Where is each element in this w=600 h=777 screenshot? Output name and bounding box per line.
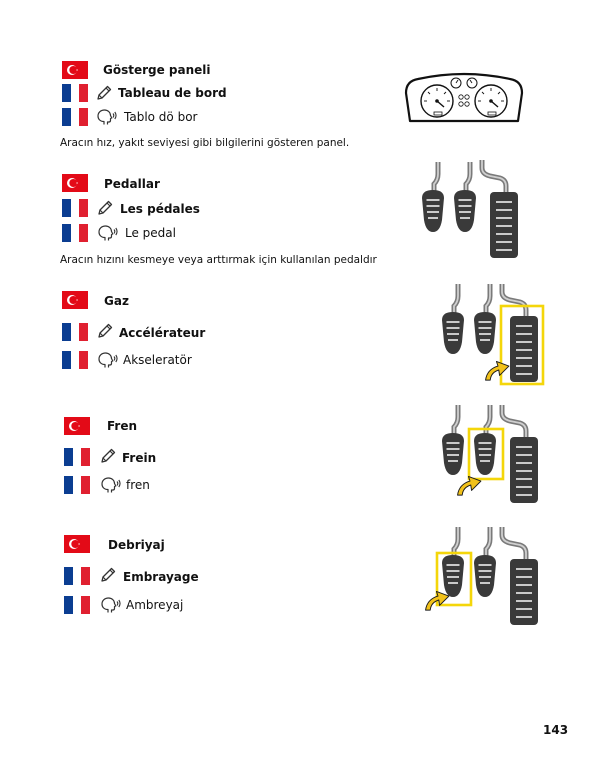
french-term: Frein (122, 451, 157, 465)
pencil-icon (96, 322, 114, 340)
turkish-term: Gösterge paneli (103, 63, 211, 77)
french-term: Tableau de bord (118, 86, 227, 100)
pronunciation: Le pedal (125, 226, 176, 240)
france-flag-icon (64, 476, 90, 494)
accelerator-illustration (438, 284, 548, 389)
pronunciation: Tablo dö bor (124, 110, 198, 124)
turkish-term: Debriyaj (108, 538, 165, 552)
pencil-icon (95, 84, 113, 102)
speaking-head-icon (99, 596, 121, 614)
clutch-illustration (436, 527, 548, 627)
france-flag-icon (62, 199, 88, 217)
france-flag-icon (64, 448, 90, 466)
speaking-head-icon (99, 476, 121, 494)
france-flag-icon (64, 567, 90, 585)
france-flag-icon (62, 108, 88, 126)
dashboard-illustration (404, 71, 524, 127)
brake-illustration (438, 405, 548, 505)
french-term: Accélérateur (119, 326, 206, 340)
page-number: 143 (543, 723, 569, 737)
french-term: Les pédales (120, 202, 200, 216)
definition: Aracın hız, yakıt seviyesi gibi bilgilerini gösteren panel. (60, 137, 350, 149)
pronunciation: Akseleratör (123, 353, 192, 367)
turkey-flag-icon (64, 417, 90, 435)
pronunciation: fren (126, 478, 150, 492)
france-flag-icon (62, 351, 88, 369)
france-flag-icon (62, 84, 88, 102)
pronunciation: Ambreyaj (126, 598, 184, 612)
turkey-flag-icon (62, 61, 88, 79)
speaking-head-icon (95, 108, 117, 126)
france-flag-icon (62, 224, 88, 242)
speaking-head-icon (96, 351, 118, 369)
pencil-icon (96, 199, 114, 217)
turkey-flag-icon (62, 174, 88, 192)
turkish-term: Fren (107, 419, 138, 433)
turkish-term: Gaz (104, 294, 129, 308)
definition: Aracın hızını kesmeye veya arttırmak için kullanılan pedaldır (60, 254, 377, 266)
french-term: Embrayage (123, 570, 199, 584)
france-flag-icon (64, 596, 90, 614)
pedals-illustration (418, 160, 528, 260)
turkey-flag-icon (62, 291, 88, 309)
turkish-term: Pedallar (104, 177, 160, 191)
france-flag-icon (62, 323, 88, 341)
pencil-icon (99, 447, 117, 465)
speaking-head-icon (96, 224, 118, 242)
turkey-flag-icon (64, 535, 90, 553)
pencil-icon (99, 566, 117, 584)
